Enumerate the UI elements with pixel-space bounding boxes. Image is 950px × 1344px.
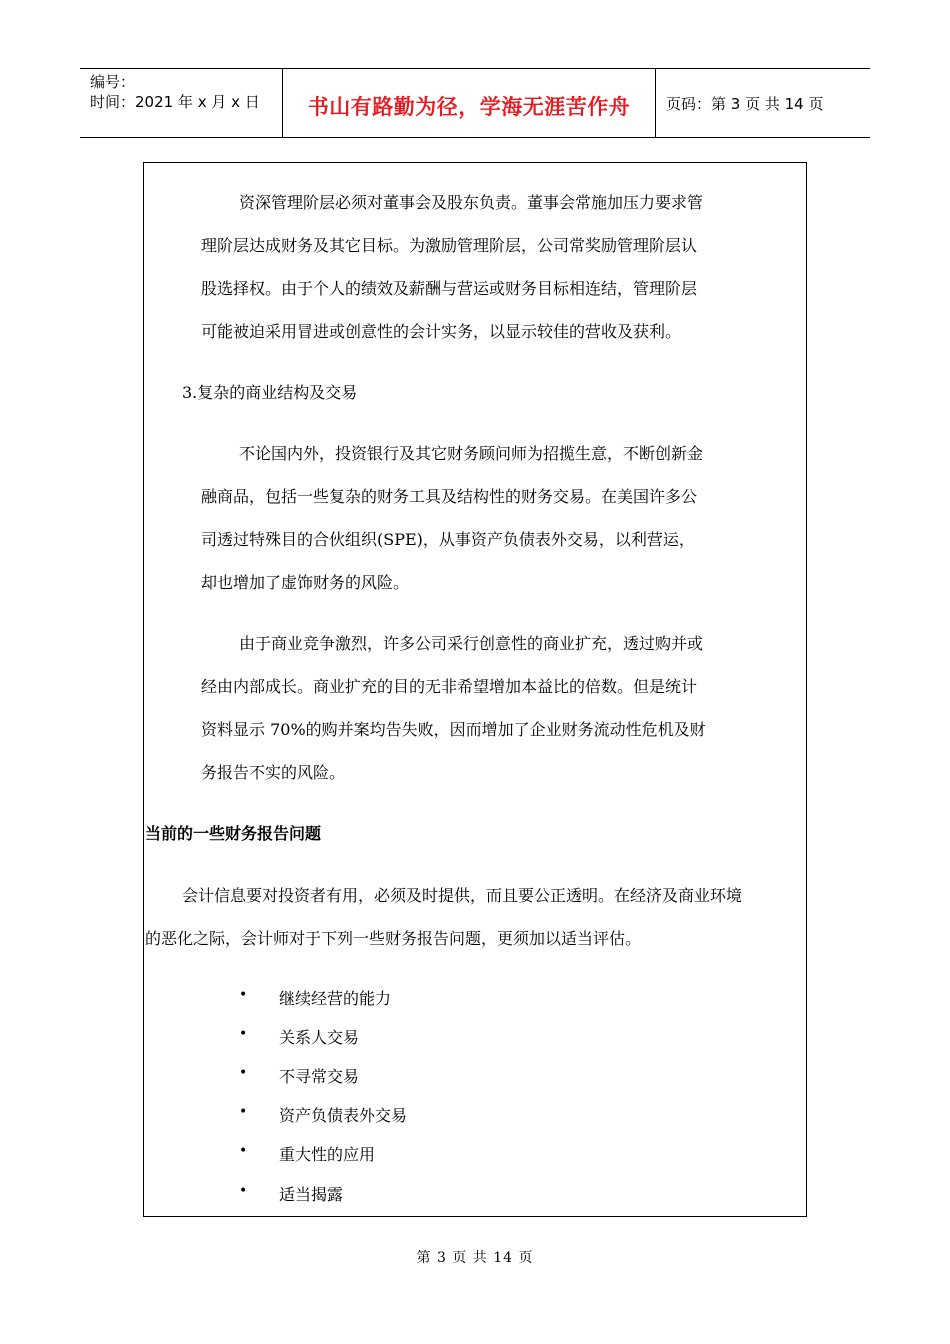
bullet-icon: •	[239, 1065, 248, 1081]
header-motto-cell	[283, 69, 656, 137]
paragraph-line: 融商品，包括一些复杂的财务工具及结构性的财务交易。在美国许多公	[201, 487, 698, 506]
list-item-text: 不寻常交易	[279, 1067, 360, 1086]
bullet-icon: •	[239, 987, 248, 1003]
paragraph-line: 经由内部成长。商业扩充的目的无非希望增加本益比的倍数。但是统计	[201, 677, 698, 696]
paragraph-line: 由于商业竞争激烈，许多公司采行创意性的商业扩充，透过购并或	[239, 634, 704, 653]
paragraph-line: 会计信息要对投资者有用，必须及时提供，而且要公正透明。在经济及商业环境	[182, 886, 743, 905]
document-number-label: 编号：	[90, 73, 136, 91]
paragraph-line: 却也增加了虚饰财务的风险。	[201, 573, 410, 592]
page-header	[80, 68, 870, 138]
page-footer: 第 3 页 共 14 页	[416, 1250, 534, 1266]
page-code: 页码：第 3 页 共 14 页	[666, 95, 824, 113]
header-info-cell	[80, 69, 283, 137]
paragraph-line: 资深管理阶层必须对董事会及股东负责。董事会常施加压力要求管	[239, 193, 704, 212]
bullet-icon: •	[239, 1026, 248, 1042]
paragraph-line: 务报告不实的风险。	[201, 763, 346, 782]
bullet-icon: •	[239, 1104, 248, 1120]
section-heading: 当前的一些财务报告问题	[145, 824, 322, 843]
list-item-text: 资产负债表外交易	[279, 1106, 408, 1125]
list-item-text: 关系人交易	[279, 1028, 360, 1047]
header-page-cell	[656, 69, 870, 137]
section-title: 3.复杂的商业结构及交易	[182, 383, 358, 402]
list-item-text: 继续经营的能力	[279, 989, 392, 1008]
paragraph-line: 的恶化之际，会计师对于下列一些财务报告问题，更须加以适当评估。	[145, 929, 642, 948]
paragraph-line: 资料显示 70%的购并案均告失败，因而增加了企业财务流动性危机及财	[201, 720, 706, 739]
bullet-icon: •	[239, 1143, 248, 1159]
motto-text: 书山有路勤为径，学海无涯苦作舟	[307, 95, 631, 119]
paragraph-line: 不论国内外，投资银行及其它财务顾问师为招揽生意，不断创新金	[239, 444, 704, 463]
list-item-text: 重大性的应用	[279, 1145, 376, 1164]
bullet-icon: •	[239, 1183, 248, 1199]
paragraph-line: 理阶层达成财务及其它目标。为激励管理阶层，公司常奖励管理阶层认	[201, 236, 698, 255]
list-item-text: 适当揭露	[279, 1185, 344, 1204]
paragraph-line: 司透过特殊目的合伙组织(SPE)，从事资产负债表外交易，以利营运，	[201, 530, 695, 549]
paragraph-line: 股选择权。由于个人的绩效及薪酬与营运或财务目标相连结，管理阶层	[201, 279, 698, 298]
paragraph-line: 可能被迫采用冒进或创意性的会计实务，以显示较佳的营收及获利。	[201, 322, 682, 341]
document-date: 时间：2021 年 x 月 x 日	[90, 93, 260, 111]
